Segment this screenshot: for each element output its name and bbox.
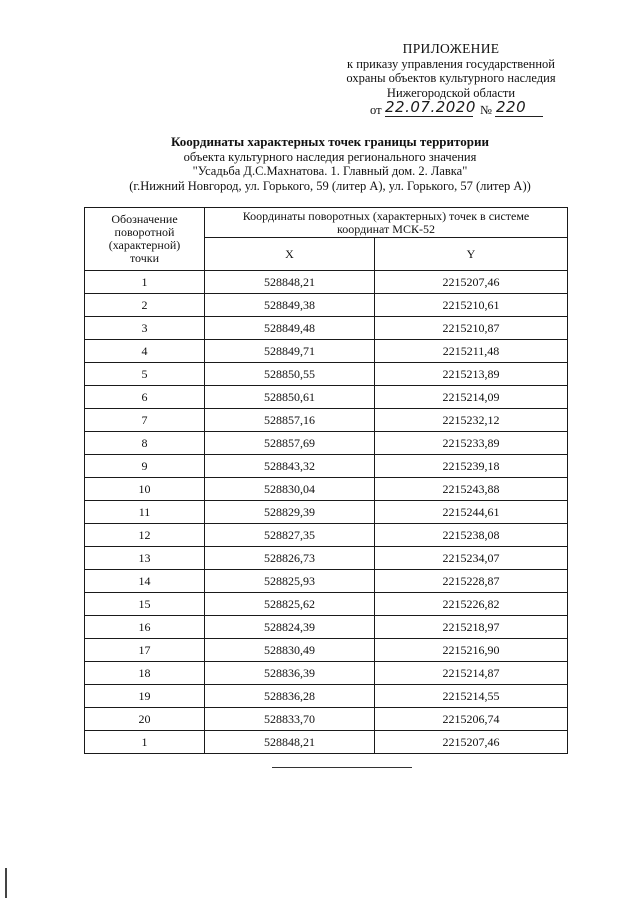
y-coordinate-cell: 2215214,55 xyxy=(375,685,568,708)
point-number-cell: 7 xyxy=(85,409,205,432)
point-number-cell: 15 xyxy=(85,593,205,616)
x-coordinate-cell: 528857,69 xyxy=(205,432,375,455)
number-prefix: № xyxy=(480,103,492,117)
y-coordinate-cell: 2215228,87 xyxy=(375,570,568,593)
y-coordinate-cell: 2215244,61 xyxy=(375,501,568,524)
y-coordinate-cell: 2215207,46 xyxy=(375,731,568,754)
y-coordinate-cell: 2215211,48 xyxy=(375,340,568,363)
date-underline xyxy=(385,116,473,117)
table-row xyxy=(85,432,568,455)
point-number-cell: 4 xyxy=(85,340,205,363)
table-row xyxy=(85,409,568,432)
point-number-cell: 20 xyxy=(85,708,205,731)
header-point-cell: Обозначение поворотной (характерной) точки xyxy=(85,208,205,271)
x-coordinate-cell: 528836,39 xyxy=(205,662,375,685)
x-coordinate-cell: 528829,39 xyxy=(205,501,375,524)
table-row xyxy=(85,455,568,478)
y-coordinate-cell: 2215232,12 xyxy=(375,409,568,432)
table-row xyxy=(85,501,568,524)
date-prefix: от xyxy=(370,103,382,117)
x-coordinate-cell: 528849,38 xyxy=(205,294,375,317)
appendix-line-3: Нижегородской области xyxy=(386,85,516,100)
table-row xyxy=(85,524,568,547)
point-number-cell: 18 xyxy=(85,662,205,685)
point-number-cell: 3 xyxy=(85,317,205,340)
point-number-cell: 6 xyxy=(85,386,205,409)
point-number-cell: 13 xyxy=(85,547,205,570)
x-coordinate-cell: 528827,35 xyxy=(205,524,375,547)
y-coordinate-cell: 2215210,87 xyxy=(375,317,568,340)
table-row xyxy=(85,639,568,662)
x-coordinate-cell: 528849,48 xyxy=(205,317,375,340)
appendix-line-2: охраны объектов культурного наследия xyxy=(346,71,556,85)
point-number-cell: 16 xyxy=(85,616,205,639)
table-row xyxy=(85,294,568,317)
coordinates-table xyxy=(84,207,568,754)
header-coords-cell: Координаты поворотных (характерных) точек в системе координат МСК-52 xyxy=(205,208,568,238)
scan-edge-mark xyxy=(5,868,7,898)
header-x-cell: X xyxy=(205,238,375,271)
y-coordinate-cell: 2215218,97 xyxy=(375,616,568,639)
x-coordinate-cell: 528857,16 xyxy=(205,409,375,432)
y-coordinate-cell: 2215206,74 xyxy=(375,708,568,731)
y-coordinate-cell: 2215214,09 xyxy=(375,386,568,409)
point-number-cell: 11 xyxy=(85,501,205,524)
point-number-cell: 14 xyxy=(85,570,205,593)
title-line-3: "Усадьба Д.С.Махнатова. 1. Главный дом. 2. Лавка" xyxy=(192,164,468,178)
x-coordinate-cell: 528836,28 xyxy=(205,685,375,708)
y-coordinate-cell: 2215207,46 xyxy=(375,271,568,294)
point-number-cell: 12 xyxy=(85,524,205,547)
table-row xyxy=(85,317,568,340)
x-coordinate-cell: 528848,21 xyxy=(205,271,375,294)
handwritten-date: 22.07.2020 xyxy=(385,98,476,116)
x-coordinate-cell: 528825,62 xyxy=(205,593,375,616)
table-row xyxy=(85,271,568,294)
x-coordinate-cell: 528830,49 xyxy=(205,639,375,662)
document-title xyxy=(60,135,600,193)
y-coordinate-cell: 2215213,89 xyxy=(375,363,568,386)
number-underline xyxy=(495,116,543,117)
point-number-cell: 8 xyxy=(85,432,205,455)
x-coordinate-cell: 528850,55 xyxy=(205,363,375,386)
table-row xyxy=(85,662,568,685)
y-coordinate-cell: 2215234,07 xyxy=(375,547,568,570)
x-coordinate-cell: 528830,04 xyxy=(205,478,375,501)
point-number-cell: 1 xyxy=(85,731,205,754)
x-coordinate-cell: 528850,61 xyxy=(205,386,375,409)
table-row xyxy=(85,685,568,708)
table-row xyxy=(85,708,568,731)
y-coordinate-cell: 2215243,88 xyxy=(375,478,568,501)
title-line-4: (г.Нижний Новгород, ул. Горького, 59 (литер А), ул. Горького, 57 (литер А)) xyxy=(129,178,531,193)
y-coordinate-cell: 2215226,82 xyxy=(375,593,568,616)
point-number-cell: 17 xyxy=(85,639,205,662)
point-number-cell: 1 xyxy=(85,271,205,294)
table-row xyxy=(85,547,568,570)
appendix-heading: ПРИЛОЖЕНИЕ xyxy=(402,41,500,56)
bottom-rule xyxy=(272,767,412,768)
x-coordinate-cell: 528843,32 xyxy=(205,455,375,478)
point-number-cell: 5 xyxy=(85,363,205,386)
y-coordinate-cell: 2215210,61 xyxy=(375,294,568,317)
x-coordinate-cell: 528833,70 xyxy=(205,708,375,731)
header-y-cell: Y xyxy=(375,238,568,271)
table-row xyxy=(85,570,568,593)
y-coordinate-cell: 2215214,87 xyxy=(375,662,568,685)
handwritten-number: 220 xyxy=(496,98,527,116)
point-number-cell: 19 xyxy=(85,685,205,708)
point-number-cell: 2 xyxy=(85,294,205,317)
table-row xyxy=(85,386,568,409)
table-row xyxy=(85,478,568,501)
title-line-2: объекта культурного наследия регионального значения xyxy=(183,149,477,164)
y-coordinate-cell: 2215216,90 xyxy=(375,639,568,662)
table-row xyxy=(85,593,568,616)
point-number-cell: 10 xyxy=(85,478,205,501)
title-bold-line: Координаты характерных точек границы территории xyxy=(171,134,489,149)
table-row xyxy=(85,363,568,386)
x-coordinate-cell: 528848,21 xyxy=(205,731,375,754)
x-coordinate-cell: 528826,73 xyxy=(205,547,375,570)
appendix-line-1: к приказу управления государственной xyxy=(347,56,555,71)
table-body xyxy=(85,271,568,754)
x-coordinate-cell: 528825,93 xyxy=(205,570,375,593)
order-date-number-line xyxy=(330,98,572,118)
x-coordinate-cell: 528849,71 xyxy=(205,340,375,363)
table-row xyxy=(85,616,568,639)
x-coordinate-cell: 528824,39 xyxy=(205,616,375,639)
y-coordinate-cell: 2215238,08 xyxy=(375,524,568,547)
appendix-block xyxy=(330,42,572,118)
table-row xyxy=(85,731,568,754)
y-coordinate-cell: 2215239,18 xyxy=(375,455,568,478)
y-coordinate-cell: 2215233,89 xyxy=(375,432,568,455)
table-row xyxy=(85,340,568,363)
point-number-cell: 9 xyxy=(85,455,205,478)
